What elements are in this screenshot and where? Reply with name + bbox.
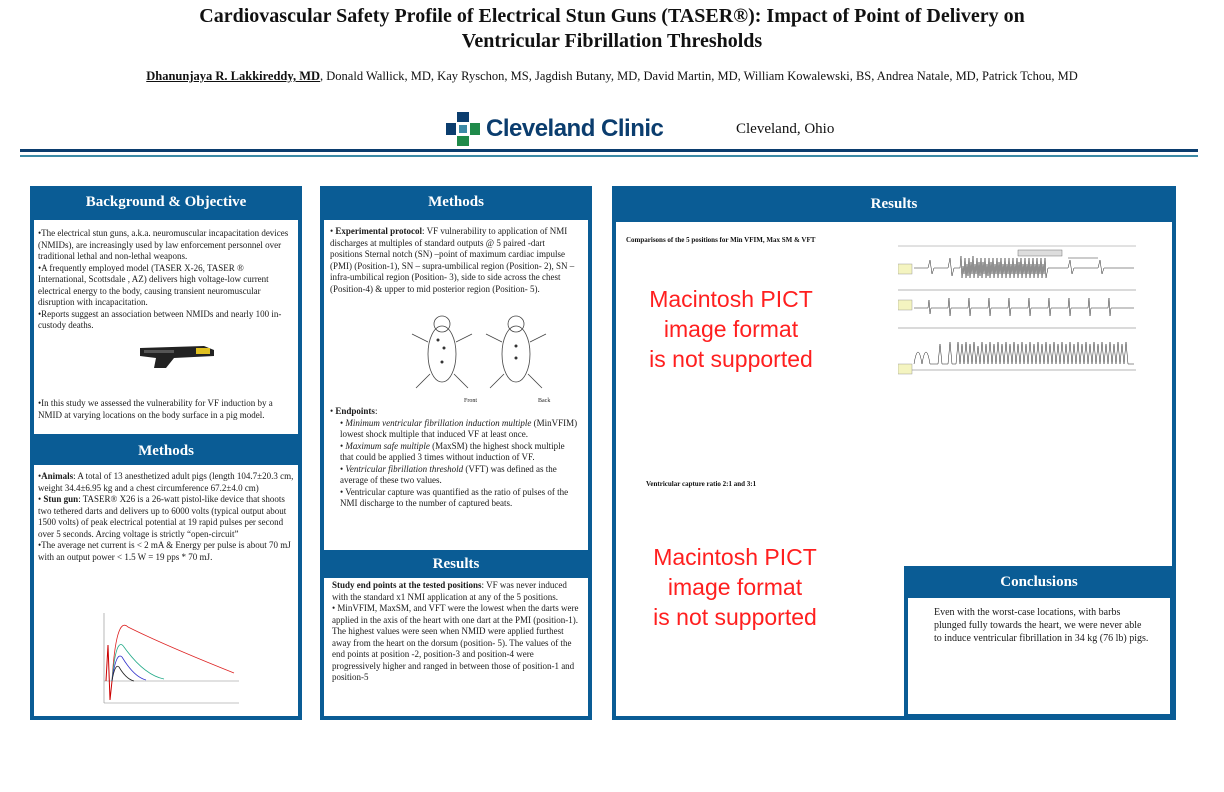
background-heading: Background & Objective <box>85 194 247 210</box>
endpoints-label: Endpoints <box>335 406 375 416</box>
endpoints-list <box>330 406 578 510</box>
background-para-1: •The electrical stun guns, a.k.a. neuromuscular incapacitation devices (NMIDs), are increasingly used by law enforcement personnel over traditional lethal and non-lethal weapons. <box>38 228 289 261</box>
poster-title <box>40 4 1184 54</box>
methods-left-section <box>34 465 298 716</box>
comparison-bullet: • MinVFIM, MaxSM, and VFT were the lowest when the darts were applied in the axis of the heart with one dart at the PMI (position-1). The highest values were seen when NMID were applied furthest away from the heart on the dorsum (position- 5). The values of the end points at position -2, position-3 and position-4 were progressively higher and ranged in between those of position-1 and position-5 <box>332 603 579 682</box>
logo-text: Cleveland Clinic <box>486 115 664 142</box>
ecg-trace-image <box>898 244 1136 394</box>
cleveland-clinic-logo <box>446 111 663 147</box>
study-endpoints-bullet <box>332 580 580 603</box>
endpoint-vft-text: (VFT) was defined as the average of these two values. <box>340 463 557 485</box>
results-center-heading: Results <box>432 556 480 572</box>
header-rule-bottom <box>20 155 1198 157</box>
pict-placeholder-2 <box>630 542 840 632</box>
background-section <box>34 220 298 434</box>
pict-line-2: image format <box>663 316 799 342</box>
endpoint-maxsm: • Maximum safe multiple (MaxSM) the highest shock multiple that could be applied 3 times without induction of VF. <box>340 440 565 462</box>
protocol-text: : VF vulnerability to application of NMI discharges at multiples of standard outputs @ 5 paired -dart positions Sternal notch (SN) –point of maximum cardiac impulse (PMI) (Position-1), SN – supra-umbilical region (Position- 2), SN – infra-umbilical region (Position- 3), side to side across the chest (Position-4) & upper to mid posterior region (Position- 5). <box>330 226 575 294</box>
protocol-bullet: • Experimental protocol: VF vulnerability to application of NMI discharges at multiples of standard outputs @ 5 paired -dart positions Sternal notch (SN) –point of maximum cardiac impulse (PMI) (Position-1), SN – supra-umbilical region (Position- 2), SN – infra-umbilical region (Position- 3), side to side across the chest (Position-4) & upper to mid posterior region (Position- 5). <box>330 226 575 294</box>
clinic-cross-icon <box>446 112 480 146</box>
pig-position-diagram <box>404 312 554 404</box>
stun-gun-paragraph: • Stun gun: TASER® X26 is a 26-watt pistol-like device that shoots two tethered darts and delivers up to 6000 volts (typical output about 1500 volts) of peak electrical potential at 19 rapid pulses per second over 5 seconds. Arcing voltage is strictly “open-circuit” <box>38 494 287 539</box>
first-author: Dhanunjaya R. Lakkireddy, MD <box>146 69 321 83</box>
endpoint-vft-label: Ventricular fibrillation threshold <box>345 463 464 474</box>
pict2-line-2: image format <box>667 574 803 600</box>
conclusions-heading: Conclusions <box>1000 574 1078 590</box>
endpoint-maxsm-label: Maximum safe multiple <box>345 440 430 451</box>
title-line-1: Cardiovascular Safety Profile of Electrical Stun Guns (TASER®): Impact of Point of Delivery on <box>199 5 1025 27</box>
endpoint-minvfim-label: Minimum ventricular fibrillation induction multiple <box>345 417 532 428</box>
stun-gun-label: Stun gun <box>43 494 79 504</box>
background-para-2: •A frequently employed model (TASER X-26, TASER ® International, Scottsdale , AZ) delivers high voltage-low current electrical energy to the body, causing transient neuromuscular disruption with incapacitation. <box>38 262 269 307</box>
pict-placeholder-1 <box>628 284 834 374</box>
comparison-text: MinVFIM, MaxSM, and VFT were the lowest when the darts were applied in the axis of the heart with one dart at the PMI (position-1). The highest values were seen when NMID were applied furthest away from the heart on the dorsum (position- 5). The values of the end points at position -2, position-3 and position-4 were progressively higher and ranged in between those of position-1 and position-5 <box>332 603 579 682</box>
background-para-4: •In this study we assessed the vulnerability for VF induction by a NMID at varying locations on the body surface in a pig model. <box>38 398 273 420</box>
endpoints-bullet: • Endpoints: <box>330 406 378 416</box>
animals-label: Animals <box>41 471 74 481</box>
conclusions-text: Even with the worst-case locations, with barbs plunged fully towards the heart, we were never able to induce ventricular fibrillation in 34 kg (76 lb) pigs. <box>934 607 1149 644</box>
stun-gun-text: : TASER® X26 is a 26-watt pistol-like device that shoots two tethered darts and delivers up to 6000 volts (typical output about 1500 volts) of peak electrical potential at 19 rapid pulses per second over 5 seconds. Arcing voltage is strictly “open-circuit” <box>38 494 287 539</box>
endpoint-minvfim-text: (MinVFIM) lowest shock multiple that induced VF at least once. <box>340 417 578 439</box>
header-rule-top <box>20 149 1198 152</box>
results-caption-2: Ventricular capture ratio 2:1 and 3:1 <box>646 480 757 488</box>
methods-center-heading: Methods <box>428 194 484 210</box>
results-center-section <box>324 578 588 716</box>
study-endpoints-label: Study end points at the tested positions <box>332 580 482 590</box>
pict2-line-3: is not supported <box>653 604 817 630</box>
endpoint-capture-text: Ventricular capture was quantified as the ratio of pulses of the NMI discharge to the number of captured beats. <box>340 486 569 508</box>
methods-left-heading: Methods <box>138 443 194 459</box>
study-endpoints-text: : VF was never induced with the standard x1 NMI application at any of the 5 positions. <box>332 580 567 602</box>
conclusions-section <box>908 598 1170 714</box>
pict-line-1: Macintosh PICT <box>649 286 813 312</box>
endpoint-minvfim: • Minimum ventricular fibrillation induction multiple (MinVFIM) lowest shock multiple that induced VF at least once. <box>340 417 578 439</box>
pict-line-3: is not supported <box>649 346 813 372</box>
waveform-graph-image <box>94 605 244 715</box>
author-list <box>30 68 1194 84</box>
title-line-2: Ventricular Fibrillation Thresholds <box>461 30 763 52</box>
protocol-label: Experimental protocol <box>335 226 422 236</box>
endpoint-maxsm-text: (MaxSM) the highest shock multiple that could be applied 3 times without induction of VF. <box>340 440 565 462</box>
background-para-3: •Reports suggest an association between NMIDs and nearly 100 in-custody deaths. <box>38 308 282 330</box>
results-caption-1: Comparisons of the 5 positions for Min VFIM, Max SM & VFT <box>626 236 816 244</box>
pig-front-label: Front <box>464 398 478 404</box>
taser-device-image <box>134 342 218 370</box>
current-paragraph: •The average net current is < 2 mA & Energy per pulse is about 70 mJ with an output power < 1.5 W = 19 pps * 70 mJ. <box>38 540 291 562</box>
endpoint-vft: • Ventricular fibrillation threshold (VFT) was defined as the average of these two values. <box>340 463 557 485</box>
location: Cleveland, Ohio <box>736 121 835 137</box>
methods-center-section <box>324 220 588 550</box>
other-authors: , Donald Wallick, MD, Kay Ryschon, MS, Jagdish Butany, MD, David Martin, MD, William Kowalewski, BS, Andrea Natale, MD, Patrick Tchou, MD <box>320 69 1078 83</box>
endpoint-capture: • Ventricular capture was quantified as the ratio of pulses of the NMI discharge to the number of captured beats. <box>340 486 569 508</box>
pict2-line-1: Macintosh PICT <box>653 544 817 570</box>
animals-text: : A total of 13 anesthetized adult pigs (length 104.7±20.3 cm, weight 34.4±6.95 kg and a chest circumference 67.2±4.0 cm) <box>38 471 294 493</box>
animals-paragraph: •Animals: A total of 13 anesthetized adult pigs (length 104.7±20.3 cm, weight 34.4±6.95 kg and a chest circumference 67.2±4.0 cm) <box>38 471 294 493</box>
results-right-heading: Results <box>870 196 918 212</box>
pig-back-label: Back <box>538 398 551 404</box>
